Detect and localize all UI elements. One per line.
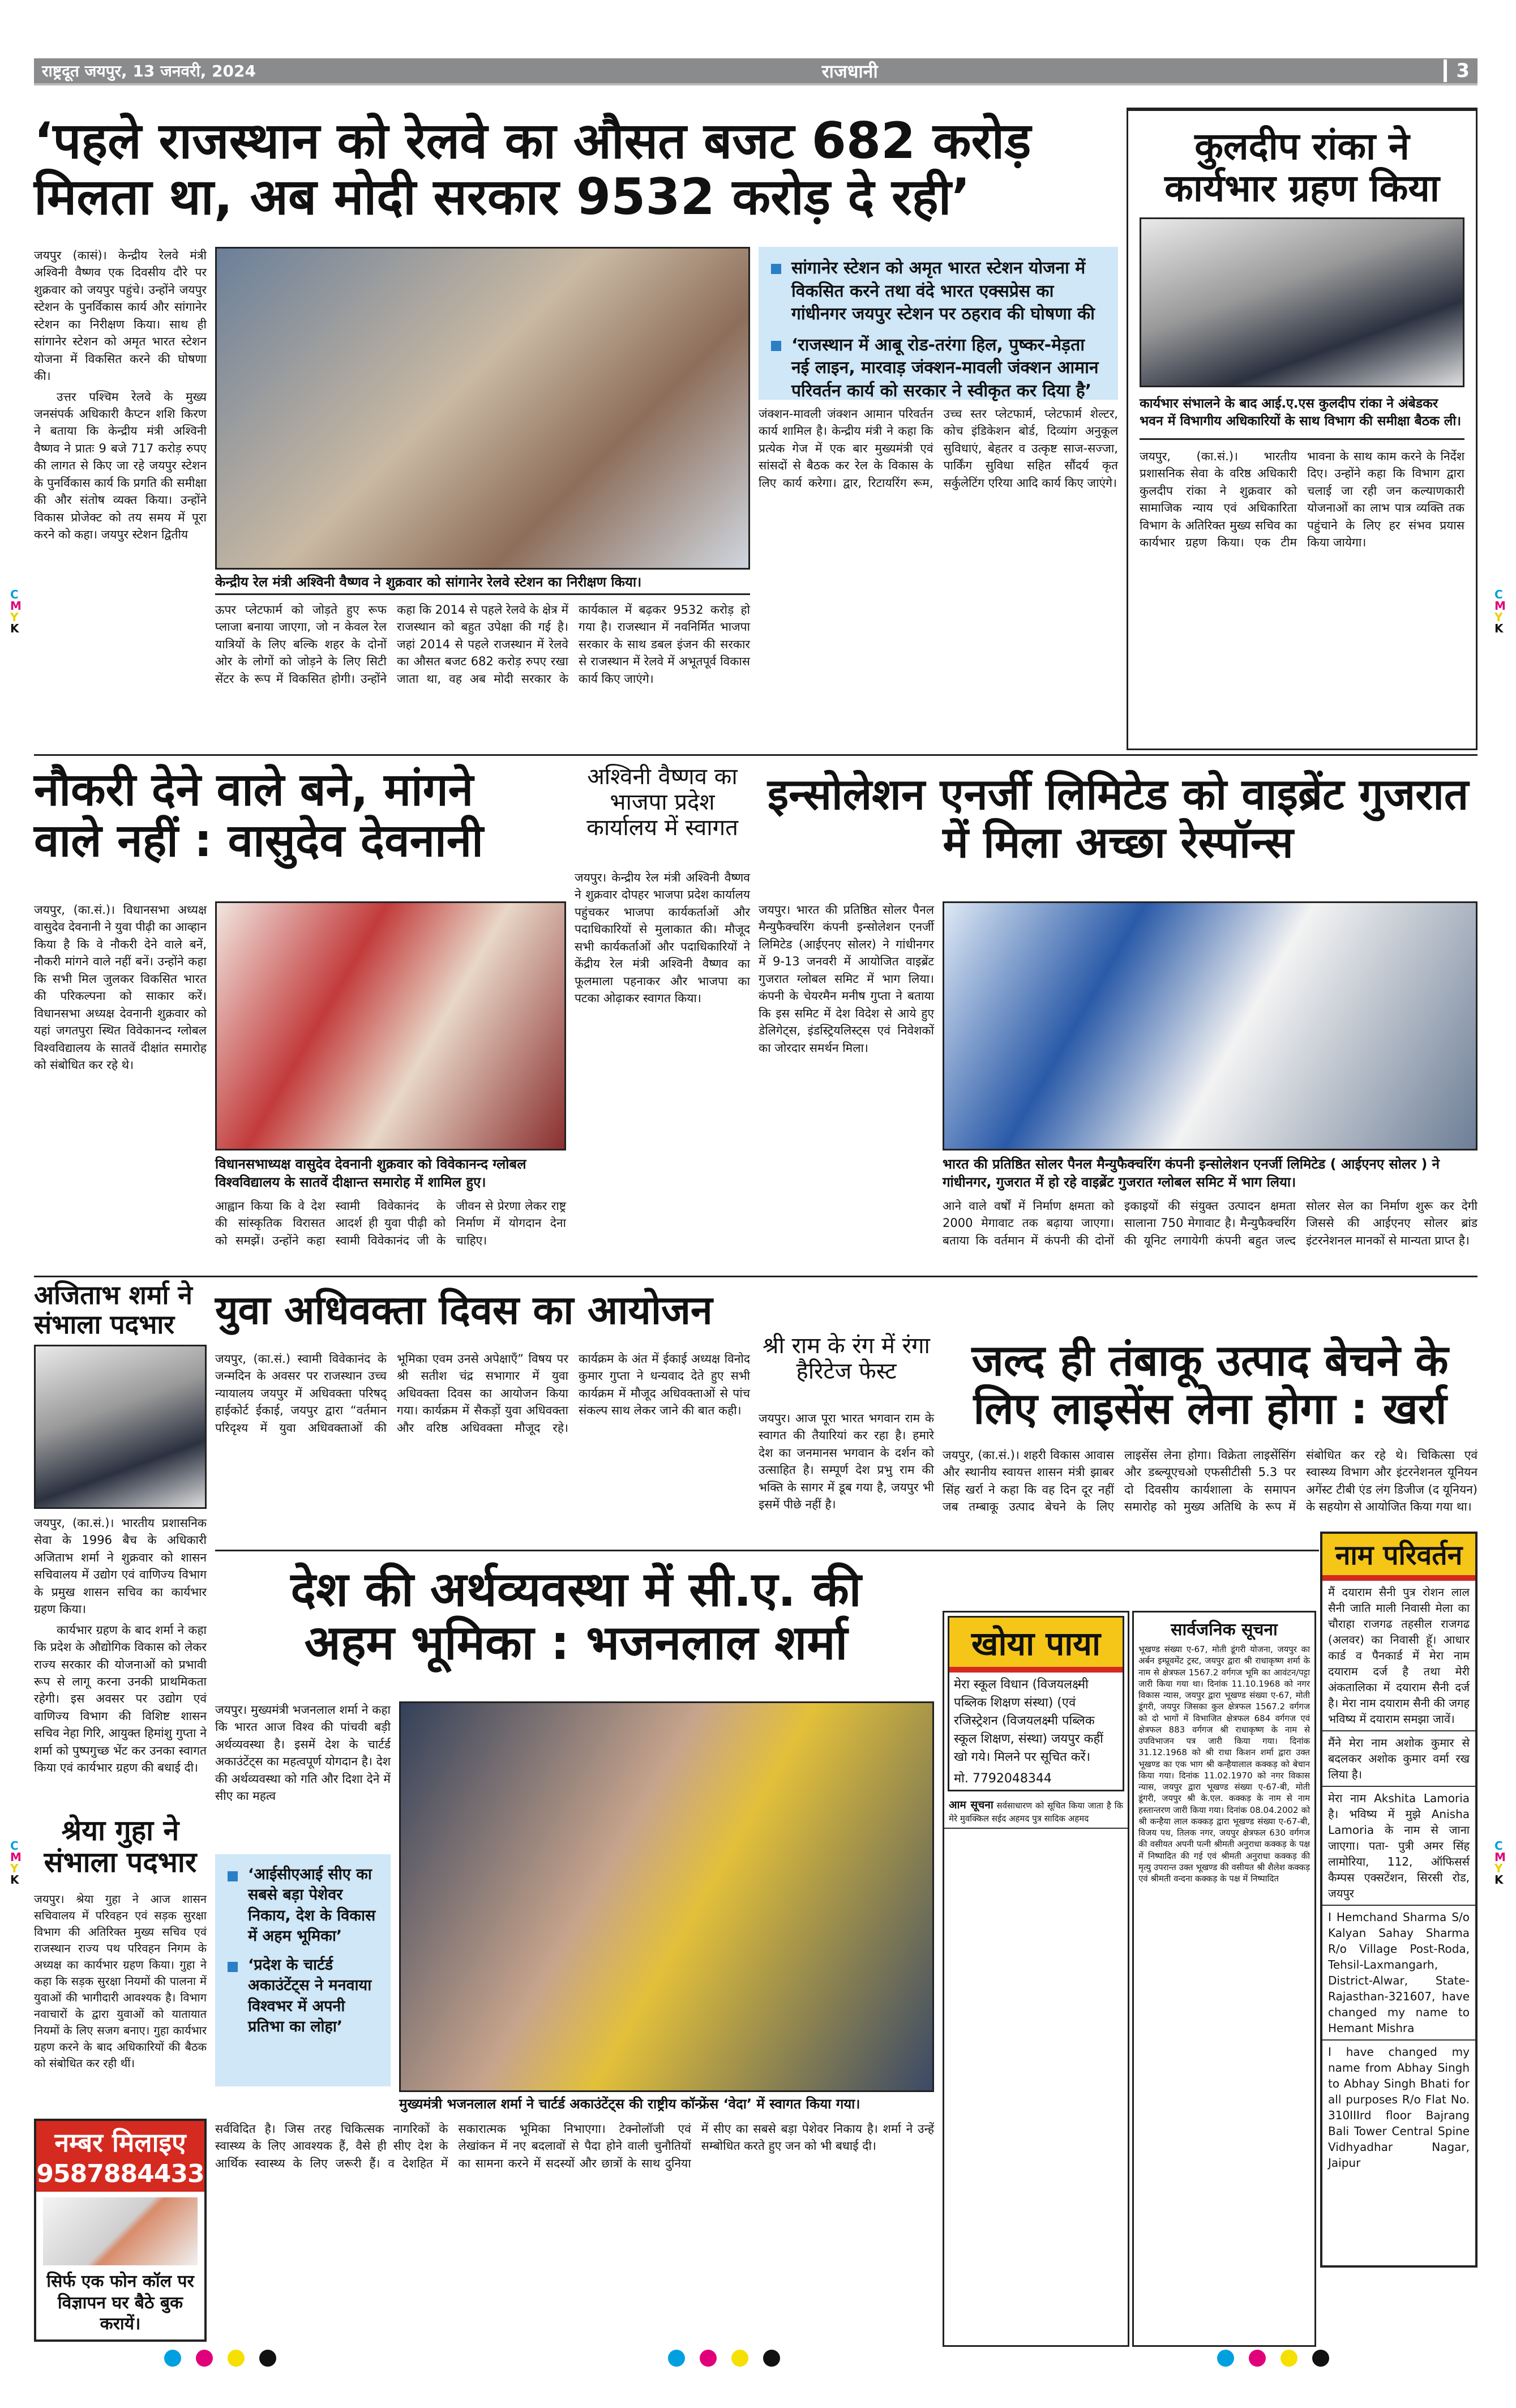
- notice-aam-suchna: आम सूचना सर्वसाधारण को सूचित किया जाता है कि मेरे मुवक्किल सईद अहमद पुत्र सादिक अहमद: [944, 1795, 1128, 1829]
- paragraph: उत्तर पश्चिम रेलवे के मुख्य जनसंपर्क अधिकारी कैप्टन शशि किरण ने बताया कि केन्द्रीय मंत्री अश्विनी वैष्णव ने प्रातः 9 बजे 717 करोड़ रुपए की लागत से किए जा रहे जयपुर स्टेशन के पुनर्विकास कार्य कि प्रगति की समीक्षा की और संतोष व्यक्त किया। उन्होंने विकास प्रोजेक्ट को तय समय में पूरा करने को कहा। जयपुर स्टेशन द्वितीय: [34, 390, 207, 541]
- magenta-dot-icon: [196, 2350, 213, 2367]
- article-column: जयपुर, (का.सं.)। विधानसभा अध्यक्ष वासुदेव देवनानी ने युवा पीढ़ी का आव्हान किया है कि वे नौकरी देने वाले बनें, नौकरी मांगने वाले नहीं बनें। उन्होंने कहा कि सभी मिल जुलकर विकसित भारत की परिकल्पना को साकार करें। विधानसभा अध्यक्ष देवनानी शुक्रवार को यहां जगतपुरा स्थित विवेकानन्द ग्लोबल विश्वविद्यालय के सातवें दीक्षांत समारोह को संबोधित कर रहे थे।: [34, 903, 207, 1072]
- article-column: आह्वान किया कि वे देश की सांस्कृतिक विरासत को समझें। उन्होंने कहा स्वामी विवेकानंद के आदर्श ही युवा पीढ़ी को स्वामी विवेकानंद जी के जीवन से प्रेरणा लेकर राष्ट्र निर्माण में योगदान देना चाहिए।: [215, 1199, 566, 1247]
- photo-caption: भारत की प्रतिष्ठित सोलर पैनल मैन्युफैक्चरिंग कंपनी इन्सोलेशन एनर्जी लिमिटेड ( आईएनए सोलर ) ने गांधीनगर, गुजरात में हो रहे वाइब्रेंट गुजरात ग्लोबल समिट में भाग लिया।: [943, 1156, 1440, 1191]
- headline-shreya: श्रेया गुहा ने संभाला पदभार: [44, 1814, 197, 1879]
- photo-ca-conference: [399, 1701, 934, 2092]
- photo-ajitabh-sharma: [34, 1345, 207, 1509]
- headline-line: ‘पहले राजस्थान को रेलवे का औसत बजट 682 करोड़: [34, 112, 1031, 170]
- notice-phone: मो. 7792048344: [954, 1772, 1052, 1786]
- cyan-dot-icon: [164, 2350, 181, 2367]
- classifieds-column-1: [943, 1611, 1129, 2347]
- notice-khoya-paya: [948, 1616, 1124, 1791]
- page-header: [34, 58, 1478, 85]
- section-divider: [215, 1550, 1319, 1551]
- headline-yuva: युवा अधिवक्ता दिवस का आयोजन: [215, 1287, 713, 1333]
- article-column: जयपुर। केन्द्रीय रेल मंत्री अश्विनी वैष्णव ने शुक्रवार दोपहर भाजपा प्रदेश कार्यालय पहुंचकर भाजपा कार्यकर्ताओं और पदाधिकारियों से मुलाकात की। मौजूद सभी कार्यकर्ताओं और पदाधिकारियों ने केंद्रीय रेल मंत्री अश्विनी वैष्णव का फूलमाला पहनाकर और भाजपा का पटका ओढ़ाकर स्वागत किया।: [575, 871, 750, 1006]
- photo-caption: केन्द्रीय रेल मंत्री अश्विनी वैष्णव ने शुक्रवार को सांगानेर रेलवे स्टेशन का निरीक्षण किया।: [215, 574, 642, 590]
- article-column: जयपुर। आज पूरा भारत भगवान राम के स्वागत की तैयारियां कर रहा है। हमारे देश का जनमानस भगवान के दर्शन को उत्साहित है। सम्पूर्ण देश प्रभु राम की भक्ति के सागर में डूब गया है, जयपुर भी इसमें पीछे नहीं है।: [759, 1412, 934, 1512]
- paragraph: जयपुर (कासं)। केन्द्रीय रेलवे मंत्री अश्विनी वैष्णव एक दिवसीय दौरे पर शुक्रवार को जयपुर पहुंचे। उन्होंने जयपुर स्टेशन के पुनर्विकास कार्य और सांगानेर स्टेशन का निरीक्षण किया। साथ ही सांगानेर स्टेशन को अमृत भारत स्टेशन योजना में विकसित करने की घोषणा की।: [34, 249, 207, 383]
- photo-railway-inspection: [215, 247, 750, 570]
- yellow-dot-icon: [731, 2350, 748, 2367]
- article-column: जंक्शन-मावली जंक्शन आमान परिवर्तन कार्य शामिल है। केन्द्रीय मंत्री ने कहा कि प्रत्येक गेज में एक बार मुख्यमंत्री एवं सांसदों से बैठक कर रेल के विकास के लिए कार्य करेगा। द्वार, रिटायरिंग रूम, उच्च स्तर प्लेटफार्म, प्लेटफार्म शेल्टर, कोच इंडिकेशन बोर्ड, दिव्यांग अनुकूल सुविधाएं, बेहतर व उत्कृष्ट साज-सज्जा, पार्किंग सुविधा सहित सौंदर्य कृत सर्कुलेटिंग एरिया आदि कार्य किए जाएंगे।: [759, 407, 1118, 490]
- name-change-notice: I Hemchand Sharma S/o Kalyan Sahay Sharma R/o Village Post-Roda, Tehsil-Laxmangarh, District-Alwar, State-Rajasthan-321607, have changed my name to Hemant Mishra: [1322, 1906, 1475, 2041]
- cyan-dot-icon: [1217, 2350, 1234, 2367]
- ad-header: [36, 2121, 204, 2192]
- black-dot-icon: [259, 2350, 276, 2367]
- photo-kuldeep-ranka: [1140, 217, 1464, 387]
- color-calibration-dots: [668, 2350, 795, 2369]
- cyan-dot-icon: [668, 2350, 685, 2367]
- article-column: सर्वविदित है। जिस तरह चिकित्सक नागरिकों के स्वास्थ्य के लिए आवश्यक हैं, वैसे ही सीए देश के आर्थिक स्वास्थ्य के लिए जरूरी हैं। व देशहित में सकारात्मक भूमिका निभाएगा। टेक्नोलॉजी एवं लेखांकन में नए बदलावों से पैदा होने वाली चुनौतियों का सामना करने में सदस्यों और छात्रों के साथ दुनिया में सीए का सबसे बड़ा पेशेवर निकाय है। शर्मा ने उन्हें सम्बोधित करते हुए जन को भी बधाई दी।: [215, 2122, 934, 2170]
- article-kuldeep: [1127, 108, 1478, 750]
- article-column: जयपुर, (का.सं.)। भारतीय प्रशासनिक सेवा के वरिष्ठ अधिकारी कुलदीप रांका ने शुक्रवार को सामाजिक न्याय एवं अधिकारिता विभाग के अतिरिक्त मुख्य सचिव का कार्यभार ग्रहण किया। एक टीम भावना के साथ काम करने के निर्देश दिए। उन्होंने कहा कि विभाग द्वारा चलाई जा रही जन कल्याणकारी योजनाओं का लाभ पात्र व्यक्ति तक पहुंचाने के लिए हर संभव प्रयास किया जायेगा।: [1140, 449, 1464, 550]
- notice-title: खोया पाया: [949, 1618, 1123, 1673]
- article-column: जयपुर, (का.सं.)। शहरी विकास आवास और स्थानीय स्वायत्त शासन मंत्री झाबर सिंह खर्रा ने कहा कि वह दिन दूर नहीं जब तम्बाकू उत्पाद बेचने के लिए लाइसेंस लेना होगा। विक्रेता लाइसेंसिंग और डब्ल्यूएचओ एफसीटीसी 5.3 पर दो दिवसीय कार्यशाला के समापन समारोह को मुख्य अतिथि के रूप में संबोधित कर रहे थे। चिकित्सा एवं स्वास्थ्य विभाग और इंटरनेशनल यूनियन अगेंस्ट टीबी एंड लंग डिजीज (द यूनियन) के सहयोग से आयोजित किया गया था।: [943, 1448, 1478, 1514]
- bullet-square-icon: [228, 1962, 238, 1972]
- color-calibration-dots: [164, 2350, 291, 2369]
- yellow-dot-icon: [1281, 2350, 1297, 2367]
- cmyk-registration-mark: C M Y K: [10, 1839, 22, 1887]
- notice-body: मेरा स्कूल विधान (विजयलक्ष्मी पब्लिक शिक्षण संस्था) (एवं रजिस्ट्रेशन (विजयलक्ष्मी पब्लिक स्कूल शिक्षण, संस्था) जयपुर कहीं खो गये। मिलने पर सूचित करें।: [954, 1678, 1103, 1764]
- highlight-point: ‘राजस्थान में आबू रोड-तरंगा हिल, पुष्कर-मेड़ता नई लाइन, मारवाड़ जंक्शन-मावली जंक्शन आमान परिवर्तन कार्य को सरकार ने स्वीकृत कर दिया है’: [771, 334, 1106, 403]
- highlight-box: [215, 1854, 391, 2086]
- article-column: [34, 1515, 207, 1775]
- name-change-notice: मेरा नाम Akshita Lamoria है। भविष्य में मुझे Anisha Lamoria के नाम से जाना जाएगा। पता- पुत्री अमर सिंह लामोरिया, 112, ऑफिसर्स कैम्पस एक्सटेंशन, सिरसी रोड, जयपुर: [1322, 1787, 1475, 1906]
- edition-date: राष्ट्रदूत जयपुर, 13 जनवरी, 2024: [42, 62, 256, 80]
- ad-phone: 9587884433: [36, 2159, 204, 2188]
- notice-sarvajanik-suchna: भूखण्ड संख्या ए-67, मोती डूंगरी योजना, जयपुर का अर्बन इम्प्रूवमेंट ट्रस्ट, जयपुर द्वारा श्री राधाकृष्ण शर्मा के नाम से क्षेत्रफल 1567.2 वर्गगज भूमि का आवंटन/पट्टा जारी किया गया था। दिनांक 11.10.1968 को नगर विकास न्यास, जयपुर द्वारा भूखण्ड संख्या ए-67, मोती डूंगरी, जयपुर जिसका कुल क्षेत्रफल 1567.2 वर्गगज को दो भागों में विभाजित क्षेत्रफल 684 वर्गगज एवं क्षेत्रफल 883 वर्गगज श्री राधाकृष्ण के नाम से उपविभाजन पत्र जारी किया गया। दिनांक 31.12.1968 को श्री राधा किशन शर्मा द्वारा उक्त भूखण्ड का एक भाग श्री कन्हैयालाल कक्कड़ को बेचान किया गया। दिनांक 11.02.1970 को नगर विकास न्यास, जयपुर द्वारा भूखण्ड संख्या ए-67-बी, मोती डूंगरी, जयपुर श्री के.एल. कक्कड़ के नाम से नाम हस्तान्तरण जारी किया गया। दिनांक 08.04.2002 को श्री कन्हैया लाल कक्कड़ द्वारा भूखण्ड संख्या ए-67-बी, विजय पथ, तिलक नगर, जयपुर क्षेत्रफल 630 वर्गगज की वसीयत अपनी पत्नी श्रीमती अनुराधा कक्कड़ के पक्ष में निष्पादित की गई एवं श्रीमती अनुराधा कक्कड़ की मृत्यु उपरान्त उक्त भूखण्ड की वसीयत श्री शैलेश कक्कड़ एवं श्रीमती वन्दना कक्कड़ के पक्ष में निष्पादित: [1138, 1644, 1310, 1884]
- headline-line: अहम भूमिका : भजनलाल शर्मा: [304, 1615, 848, 1671]
- article-column: ऊपर प्लेटफार्म को जोड़ते हुए रूफ प्लाजा बनाया जाएगा, जो न केवल रेल यात्रियों के लिए बल्कि शहर के दोनों ओर के लोगों को जोड़ने के लिए सिटी सेंटर के रूप में विकसित होगी। उन्होंने कहा कि 2014 से पहले रेलवे के क्षेत्र में राजस्थान को बहुत उपेक्षा की गई है। जहां 2014 से पहले राजस्थान में रेलवे का औसत बजट 682 करोड़ रुपए रखा जाता था, वह अब मोदी सरकार के कार्यकाल में बढ़कर 9532 करोड़ हो गया है। राजस्थान में नवनिर्मित भाजपा सरकार के साथ डबल इंजन की सरकार से राजस्थान में रेलवे में अभूतपूर्व विकास कार्य किए जाएंगे।: [215, 603, 750, 686]
- paragraph: जयपुर, (का.सं.)। भारतीय प्रशासनिक सेवा के 1996 बैच के अधिकारी अजिताभ शर्मा ने शुक्रवार को शासन सचिवालय में उद्योग एवं वाणिज्य विभाग के प्रमुख शासन सचिव का कार्यभार ग्रहण किया।: [34, 1516, 207, 1616]
- bullet-square-icon: [228, 1871, 238, 1881]
- section-divider: [34, 754, 1478, 756]
- section-divider: [34, 1276, 1478, 1277]
- article-column: आने वाले वर्षों में निर्माण क्षमता को 2000 मेगावाट तक बढ़ाया जाएगा। बताया कि वर्तमान में कंपनी की दोनों इकाइयों की संयुक्त उत्पादन क्षमता सालाना 750 मेगावाट है। मैन्युफैक्चरिंग की यूनिट लगायेगी कंपनी बहुत जल्द सोलर सेल का निर्माण शुरू कर देगी जिससे की आईएनए सोलर ब्रांड इंटरनेशनल मानकों से मान्यता प्राप्त है।: [943, 1199, 1478, 1247]
- headline-kuldeep: कुलदीप रांका ने कार्यभार ग्रहण किया: [1164, 125, 1440, 210]
- photo-caption: विधानसभाध्यक्ष वासुदेव देवनानी शुक्रवार को विवेकानन्द ग्लोबल विश्वविद्यालय के सातवें दीक्षान्त समारोह में शामिल हुए।: [215, 1156, 526, 1191]
- paragraph: कार्यभार ग्रहण के बाद शर्मा ने कहा कि प्रदेश के औद्योगिक विकास को लेकर राज्य सरकार की योजनाओं को प्रभावी रूप से लागू करना उनकी प्राथमिकता रहेगी। इस अवसर पर उद्योग एवं वाणिज्य विभाग की विशिष्ट शासन सचिव नेहा गिरि, आयुक्त हिमांशु गुप्ता ने शर्मा को पुष्पगुच्छ भेंट कर उनका स्वागत किया एवं कार्यभार ग्रहण की बधाई दी।: [34, 1623, 207, 1775]
- headline-line: देश की अर्थव्यवस्था में सी.ए. की: [290, 1562, 862, 1617]
- photo-devnani-convocation: [215, 901, 566, 1150]
- ad-booking-number: [34, 2119, 207, 2342]
- notice-title: नाम परिवर्तन: [1322, 1534, 1475, 1581]
- photo-caption: कार्यभार संभालने के बाद आई.ए.एस कुलदीप रांका ने अंबेडकर भवन में विभागीय अधिकारियों के साथ विभाग की समीक्षा बैठक ली।: [1140, 396, 1462, 429]
- headline-ajitabh: अजिताभ शर्मा ने संभाला पदभार: [34, 1280, 192, 1340]
- ad-tagline: सिर्फ एक फोन कॉल पर विज्ञापन घर बैठे बुक करायें।: [46, 2272, 194, 2334]
- photo-caption: मुख्यमंत्री भजनलाल शर्मा ने चार्टर्ड अकाउंटेंट्स की राष्ट्रीय कॉन्फ्रेंस ‘वेदा’ में स्वागत किया गया।: [399, 2096, 860, 2112]
- article-column: जयपुर। श्रेया गुहा ने आज शासन सचिवालय में परिवहन एवं सड़क सुरक्षा विभाग की अतिरिक्त मुख्य सचिव एवं राजस्थान राज्य पथ परिवहन निगम के अध्यक्ष का कार्यभार ग्रहण किया। गुहा ने कहा कि सड़क सुरक्षा नियमों की पालना में युवाओं की भागीदारी आवश्यक है। विभाग नवाचारों के द्वारा युवाओं को यातायात नियमों के लिए सजग बनाए। गुहा कार्यभार ग्रहण करने के बाद अधिकारियों की बैठक को संबोधित कर रही थीं।: [34, 1892, 207, 2070]
- black-dot-icon: [1312, 2350, 1329, 2367]
- headline-line: मिलता था, अब मोदी सरकार 9532 करोड़ दे रही’: [34, 167, 970, 226]
- cmyk-registration-mark: C M Y K: [1494, 588, 1506, 635]
- headline-ashwini-bjp: अश्विनी वैष्णव का भाजपा प्रदेश कार्यालय में स्वागत: [586, 764, 738, 841]
- keypad-image: [43, 2197, 198, 2265]
- name-change-notice: मैं दयाराम सैनी पुत्र रोशन लाल सैनी जाति माली निवासी मेला का चौराहा राजगढ तहसील राजगढ (अलवर) का निवासी हूॅ। आधार कार्ड व पैनकार्ड में मेरा नाम दयाराम दर्ज है तथा मेरी अंकतालिका में दयाराम सैनी दर्ज है। मेरा नाम दयाराम सैनी की जगह भविष्य में दयाराम समझा जावें।: [1322, 1581, 1475, 1731]
- magenta-dot-icon: [1249, 2350, 1266, 2367]
- bullet-square-icon: [771, 264, 781, 274]
- headline-shri-ram: श्री राम के रंग में रंगा हैरिटेज फेस्ट: [763, 1333, 930, 1384]
- divider: [1140, 438, 1464, 440]
- article-column: जयपुर, (का.सं.) स्वामी विवेकानंद के जन्मदिन के अवसर पर राजस्थान उच्च न्यायालय जयपुर में अधिवक्ता परिषद् हाईकोर्ट ईकाई, जयपुर द्वारा “वर्तमान परिदृश्य में युवा अधिवक्ताओं की भूमिका एवम उनसे अपेक्षाएँ” विषय पर श्री सतीश चंद्र सभागार में युवा अधिवक्ता दिवस का आयोजन किया गया। कार्यक्रम में सैकड़ों युवा अधिवक्ता और वरिष्ठ अधिवक्ता मौजूद रहे। कार्यक्रम के अंत में ईकाई अध्यक्ष विनोद कुमार गुप्ता ने धन्यवाद देते हुए सभी कार्यक्रम में मौजूद अधिवक्ताओं से पांच संकल्प साथ लेकर जाने की बात कही।: [215, 1352, 750, 1435]
- notice-title: सार्वजनिक सूचना: [1171, 1620, 1278, 1640]
- bullet-square-icon: [771, 341, 781, 351]
- headline-insolation: इन्सोलेशन एनर्जी लिमिटेड को वाइब्रेंट गुजरात में मिला अच्छा रेस्पॉन्स: [767, 769, 1469, 868]
- headline-tobacco: जल्द ही तंबाकू उत्पाद बेचने के लिए लाइसेंस लेना होगा : खर्रा: [971, 1335, 1449, 1434]
- headline-railway: [34, 113, 1121, 225]
- highlight-box: [759, 247, 1118, 400]
- name-change-notice: मैंने मेरा नाम अशोक कुमार से बदलकर अशोक कुमार वर्मा रख लिया है।: [1322, 1731, 1475, 1787]
- notice-naam-parivartan: [1320, 1532, 1478, 2268]
- divider: [215, 593, 750, 595]
- photo-vibrant-gujarat-summit: [943, 901, 1478, 1150]
- headline-devnani: नौकरी देने वाले बने, मांगने वाले नहीं : वासुदेव देवनानी: [34, 763, 483, 867]
- ad-title: नम्बर मिलाइए: [54, 2127, 186, 2158]
- article-column: जयपुर। भारत की प्रतिष्ठित सोलर पैनल मैन्युफैक्चरिंग कंपनी इन्सोलेशन एनर्जी लिमिटेड (आईएनए सोलर) ने गांधीनगर में 9-13 जनवरी में आयोजित वाइब्रेंट गुजरात ग्लोबल समिट में भाग लिया। कंपनी के चेयरमैन मनीष गुप्ता ने बताया कि इस समिट में देश विदेश से आये हुए डेलिगेट्स, इंडस्ट्रियलिस्ट्स एवं निवेशकों का जोरदार समर्थन मिला।: [759, 903, 934, 1055]
- color-calibration-dots: [1217, 2350, 1344, 2369]
- yellow-dot-icon: [228, 2350, 245, 2367]
- cmyk-registration-mark: C M Y K: [10, 588, 22, 635]
- page-number: 3: [1444, 59, 1470, 82]
- cmyk-registration-mark: C M Y K: [1494, 1839, 1506, 1887]
- name-change-notice: I have changed my name from Abhay Singh to Abhay Singh Bhati for all purposes R/o Flat No. 310IIIrd floor Bajrang Bali Tower Central Spine Vidhyadhar Nagar, Jaipur: [1328, 2045, 1470, 2170]
- classifieds-column-2: [1132, 1611, 1316, 2347]
- black-dot-icon: [763, 2350, 780, 2367]
- magenta-dot-icon: [700, 2350, 717, 2367]
- highlight-point: ‘आईसीएआई सीए का सबसे बड़ा पेशेवर निकाय, देश के विकास में अहम भूमिका’: [228, 1864, 378, 1947]
- article-column: [34, 247, 207, 751]
- headline-ca: [215, 1563, 937, 1669]
- article-column: जयपुर। मुख्यमंत्री भजनलाल शर्मा ने कहा कि भारत आज विश्व की पांचवी बड़ी अर्थव्यवस्था है। इसमें देश के चार्टर्ड अकाउंटेंट्स का महत्वपूर्ण योगदान है। देश की अर्थव्यवस्था को गति और दिशा देने में सीए का महत्व: [215, 1703, 391, 1803]
- section-name: राजधानी: [821, 60, 878, 82]
- highlight-point: ‘प्रदेश के चार्टर्ड अकाउंटेंट्स ने मनवाया विश्वभर में अपनी प्रतिभा का लोहा’: [228, 1955, 378, 2038]
- highlight-point: सांगानेर स्टेशन को अमृत भारत स्टेशन योजना में विकसित करने तथा वंदे भारत एक्सप्रेस का गांधीनगर जयपुर स्टेशन पर ठहराव की घोषणा की: [771, 257, 1106, 326]
